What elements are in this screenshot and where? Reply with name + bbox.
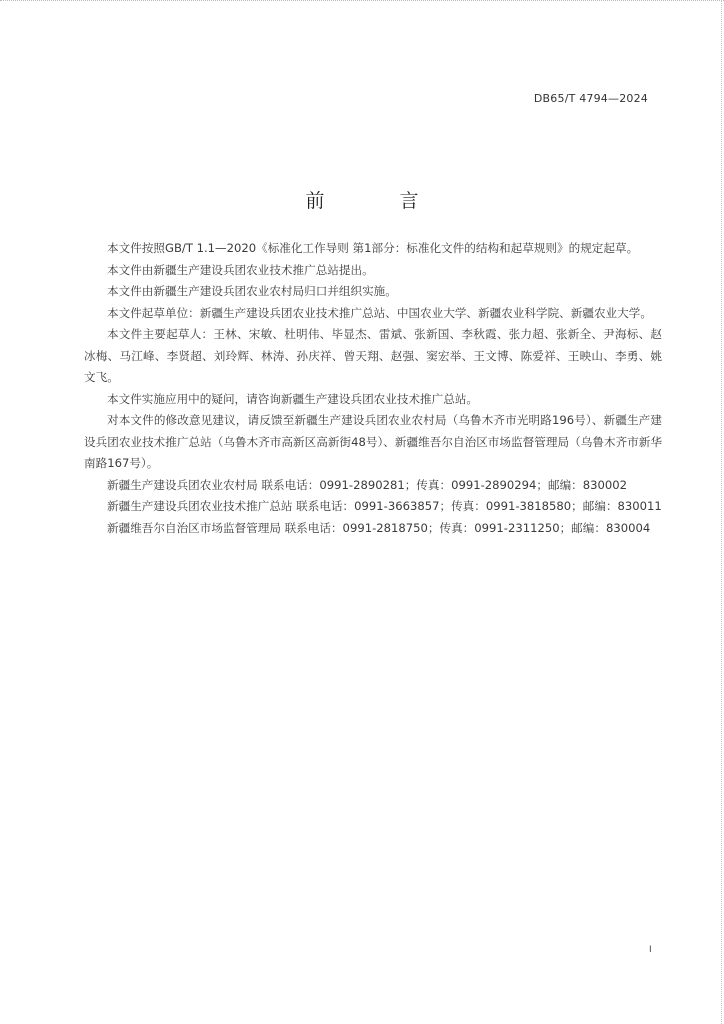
paragraph-administrator: 本文件由新疆生产建设兵团农业农村局归口并组织实施。 bbox=[107, 284, 397, 298]
paragraph-feedback: 对本文件的修改意见建议，请反馈至新疆生产建设兵团农业农村局（乌鲁木齐市光明路196号）、新疆生产建设兵团农业技术推广总站（乌鲁木齐市高新区高新街48号）、新疆维吾尔自治区市场监督管理局（乌鲁木齐市新华南路167号）。 bbox=[84, 413, 662, 470]
contact-line-market-supervision: 新疆维吾尔自治区市场监督管理局 联系电话：0991-2818750；传真：0991-2311250；邮编：830004 bbox=[107, 520, 651, 535]
contact-line-extension-station: 新疆生产建设兵团农业技术推广总站 联系电话：0991-3663857；传真：0991-3818580；邮编：830011 bbox=[107, 499, 662, 513]
scan-edge-top bbox=[0, 0, 724, 5]
paragraph-proposer: 本文件由新疆生产建设兵团农业技术推广总站提出。 bbox=[107, 262, 374, 277]
standard-code: DB65/T 4794—2024 bbox=[533, 92, 648, 105]
page-title: 前 言 bbox=[305, 190, 447, 212]
foreword-body bbox=[84, 238, 662, 539]
paragraph-drafting-units: 本文件起草单位：新疆生产建设兵团农业技术推广总站、中国农业大学、新疆农业科学院、新疆农业大学。 bbox=[107, 305, 652, 320]
paragraph-drafting-rules: 本文件按照GB/T 1.1—2020《标准化工作导则 第1部分：标准化文件的结构和起草规则》的规定起草。 bbox=[107, 241, 639, 255]
contact-line-agriculture-bureau: 新疆生产建设兵团农业农村局 联系电话：0991-2890281；传真：0991-2890294；邮编：830002 bbox=[107, 477, 628, 492]
paragraph-drafters: 本文件主要起草人：王林、宋敏、杜明伟、毕显杰、雷斌、张新国、李秋霞、张力超、张新全、尹海标、赵冰梅、马江峰、李贤超、刘玲辉、林涛、孙庆祥、曾天翔、赵强、窦宏举、王文博、陈爱祥、王映山、李勇、姚文飞。 bbox=[84, 327, 662, 384]
scan-edge-right bbox=[720, 0, 722, 1024]
paragraph-inquiries: 本文件实施应用中的疑问，请咨询新疆生产建设兵团农业技术推广总站。 bbox=[107, 391, 479, 406]
page-number: I bbox=[649, 945, 652, 955]
